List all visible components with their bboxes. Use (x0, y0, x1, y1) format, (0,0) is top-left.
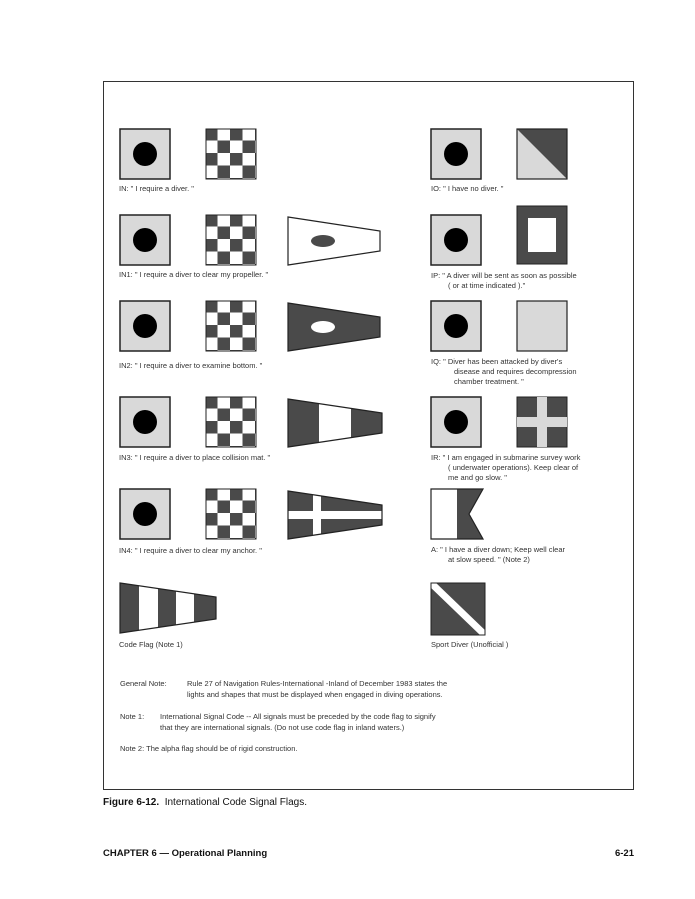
flag-india-icon (119, 128, 171, 180)
flag-india-icon (430, 300, 482, 352)
flag-label-ir-line: me and go slow. " (448, 473, 507, 482)
pennant-one-icon (287, 216, 381, 266)
general-note-label: General Note: (120, 679, 167, 688)
figure-caption-text: International Code Signal Flags. (164, 797, 308, 808)
pennant-three-icon (287, 398, 383, 448)
figure-caption (103, 797, 307, 808)
flag-india-icon (119, 300, 171, 352)
flag-label-in2: IN2: " I require a diver to examine bottom. " (119, 361, 263, 370)
flag-india-icon (119, 214, 171, 266)
flag-november-icon (205, 300, 257, 352)
flag-label-iq-line: disease and requires decompression (454, 367, 577, 376)
sport-diver-flag-icon (430, 582, 486, 636)
flag-label-in4: IN4: " I require a diver to clear my anchor. " (119, 546, 262, 555)
flag-label-code: Code Flag (Note 1) (119, 640, 183, 649)
flag-label-ir-line: IR: " I am engaged in submarine survey work (431, 453, 581, 462)
flag-november-icon (205, 214, 257, 266)
flag-november-icon (205, 128, 257, 180)
flag-india-icon (430, 396, 482, 448)
flag-label-alpha-line: at slow speed. " (Note 2) (448, 555, 530, 564)
flag-india-icon (430, 128, 482, 180)
pennant-two-icon (287, 302, 381, 352)
code-flag-icon (119, 582, 217, 634)
note1-line: International Signal Code -- All signals must be preceded by the code flag to signify (160, 712, 436, 721)
flag-label-sport-diver: Sport Diver (Unofficial ) (431, 640, 509, 649)
flag-november-icon (205, 488, 257, 540)
pennant-four-icon (287, 490, 383, 540)
flag-november-icon (205, 396, 257, 448)
flag-india-icon (430, 214, 482, 266)
flag-label-alpha-line: A: " I have a diver down; Keep well clear (431, 545, 565, 554)
flag-label-ip-line: IP: " A diver will be sent as soon as possible (431, 271, 577, 280)
note1-line: that they are international signals. (Do not use code flag in inland waters.) (160, 723, 405, 732)
flag-label-in: IN: " I require a diver. " (119, 184, 194, 193)
flag-label-in1: IN1: " I require a diver to clear my propeller. " (119, 270, 269, 279)
flag-label-iq-line: IQ: " Diver has been attacked by diver's (431, 357, 563, 366)
general-note-line: Rule 27 of Navigation Rules-International -Inland of December 1983 states the (187, 679, 448, 688)
flag-label-ir-line: ( underwater operations). Keep clear of (448, 463, 579, 472)
flag-alpha-icon (430, 488, 484, 540)
flag-oscar-icon (516, 128, 568, 180)
footer-chapter: CHAPTER 6 — Operational Planning (103, 848, 268, 859)
flag-label-in3: IN3: " I require a diver to place collision mat. " (119, 453, 271, 462)
flag-papa-icon (516, 205, 568, 265)
flag-label-ip-line: ( or at time indicated )." (448, 281, 526, 290)
note2: Note 2: The alpha flag should be of rigid construction. (120, 744, 298, 753)
flag-india-icon (119, 488, 171, 540)
figure-caption-label: Figure 6-12. (103, 797, 160, 808)
note1-label: Note 1: (120, 712, 145, 721)
footer-page-number: 6-21 (614, 848, 634, 859)
flag-label-iq-line: chamber treatment. " (454, 377, 524, 386)
flag-india-icon (119, 396, 171, 448)
flag-quebec-icon (516, 300, 568, 352)
flag-label-io-line: IO: " I have no diver. " (431, 184, 504, 193)
flag-romeo-icon (516, 396, 568, 448)
general-note-line: lights and shapes that must be displayed when engaged in diving operations. (187, 690, 443, 699)
